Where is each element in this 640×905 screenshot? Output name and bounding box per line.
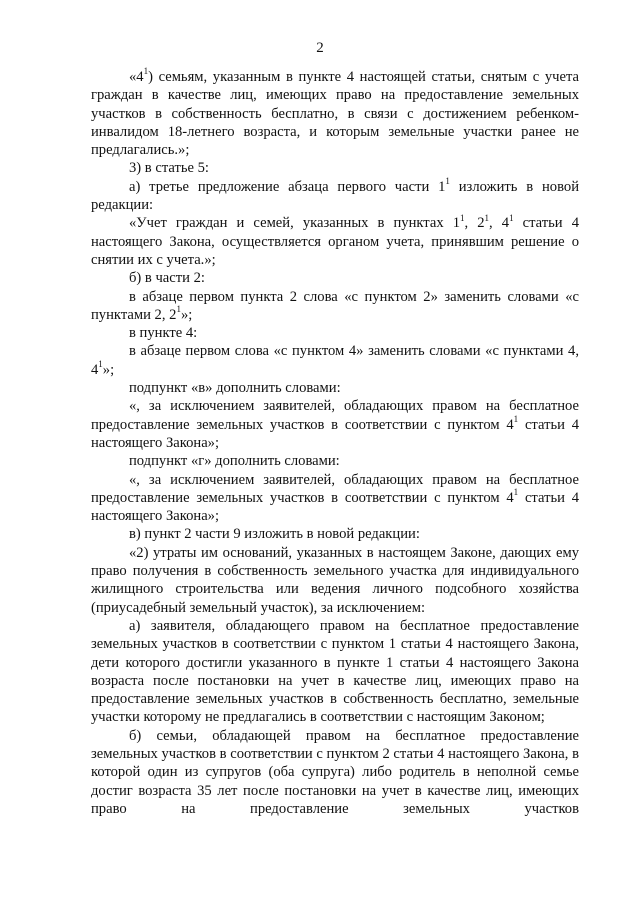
paragraph-text: 3) в статье 5: (129, 160, 209, 177)
paragraph-text: а) третье предложение абзаца первого части 1 (129, 178, 446, 195)
paragraph-p16 (91, 727, 579, 818)
superscript: 1 (460, 212, 465, 223)
paragraph-text: б) семьи, обладающей правом на бесплатное предоставление земельных участков в соответствии с пунктом 2 статьи 4 настоящего Закона, в которой один из супругов (оба супруга) либо родитель в неполной семье достиг возраста 35 лет после постановки на учет в качестве лиц, имеющих право на предоставление земельных участков (91, 727, 579, 817)
superscript: 1 (513, 486, 519, 497)
superscript: 1 (484, 212, 490, 223)
superscript: 1 (98, 358, 103, 369)
paragraph-text: ) семьям, указанным в пункте 4 настоящей статьи, снятым с учета граждан в качестве лиц, имеющих право на предоставление земельных участков в собственность бесплатно, в связи с достижением ребенком-инвалидом 18-летнего возраста, и которым земельные участки ранее не предлагались.»; (91, 69, 579, 159)
paragraph-text: , 4 (489, 215, 510, 232)
paragraph-p14 (91, 544, 579, 617)
paragraph-p09 (91, 379, 579, 397)
paragraph-text: «, за исключением заявителей, обладающих правом на бесплатное предоставление земельных участков в соответствии с пунктом 4 (91, 471, 579, 506)
paragraph-p04 (91, 214, 579, 269)
paragraph-text: статьи 4 настоящего Закона, осуществляется органом учета, принявшим решение о снятии их с учета.»; (91, 215, 579, 268)
superscript: 1 (143, 66, 149, 77)
paragraph-p10 (91, 397, 579, 452)
paragraph-text: «2) утраты им оснований, указанных в настоящем Законе, дающих ему право получения в собственность земельного участка для индивидуального жилищного строительства или ведения личного подсобного хозяйства (приусадебный земельный участок), за исключением: (91, 544, 579, 616)
paragraph-text: в абзаце первом пункта 2 слова «с пунктом 2» заменить словами «с пунктами 2, 2 (91, 288, 579, 323)
paragraph-text: подпункт «в» дополнить словами: (129, 380, 341, 397)
superscript: 1 (509, 212, 514, 223)
paragraph-text: «4 (129, 69, 144, 85)
paragraph-p13 (91, 525, 579, 543)
superscript: 1 (513, 413, 519, 424)
paragraph-text: в пункте 4: (129, 325, 198, 342)
paragraph-p12 (91, 471, 579, 526)
superscript: 1 (176, 304, 181, 314)
paragraph-p08 (91, 342, 579, 379)
paragraph-text: «Учет граждан и семей, указанных в пунктах 1 (129, 215, 460, 232)
paragraph-p06 (91, 288, 579, 325)
paragraph-text: в) пункт 2 части 9 изложить в новой редакции: (129, 526, 420, 543)
paragraph-p15 (91, 617, 579, 727)
superscript: 1 (445, 175, 450, 186)
paragraph-text: , 2 (464, 215, 485, 232)
paragraph-p07 (91, 324, 579, 342)
paragraph-text: б) в части 2: (129, 270, 205, 287)
paragraph-text: в абзаце первом слова «с пунктом 4» заменить словами «с пунктами 4, 4 (91, 343, 579, 378)
page-number: 2 (316, 40, 324, 56)
document-body (91, 68, 579, 818)
paragraph-text: подпункт «г» дополнить словами: (129, 453, 340, 470)
paragraph-text: изложить в новой редакции: (91, 178, 580, 214)
paragraph-p01 (91, 68, 579, 159)
paragraph-p02 (91, 159, 579, 177)
paragraph-text: »; (102, 361, 115, 378)
paragraph-text: а) заявителя, обладающего правом на бесплатное предоставление земельных участков в соответствии с пунктом 1 статьи 4 настоящего Закона, дети которого достигли указанного в пункте 1 статьи 4 настоящего Закона возраста после постановки на учет в качестве лиц, имеющих право на предоставление земельных участков в собственность бесплатно, земельные участки которому не предлагались в соответствии с настоящим Законом; (91, 617, 579, 726)
paragraph-p11 (91, 452, 579, 470)
paragraph-p05 (91, 269, 579, 287)
paragraph-text: «, за исключением заявителей, обладающих правом на бесплатное предоставление земельных участков в соответствии с пунктом 4 (91, 398, 579, 433)
paragraph-p03 (91, 175, 580, 215)
paragraph-text: »; (180, 306, 193, 323)
paragraph-text: статьи 4 настоящего Закона»; (91, 489, 579, 525)
paragraph-text: статьи 4 настоящего Закона»; (91, 416, 579, 451)
